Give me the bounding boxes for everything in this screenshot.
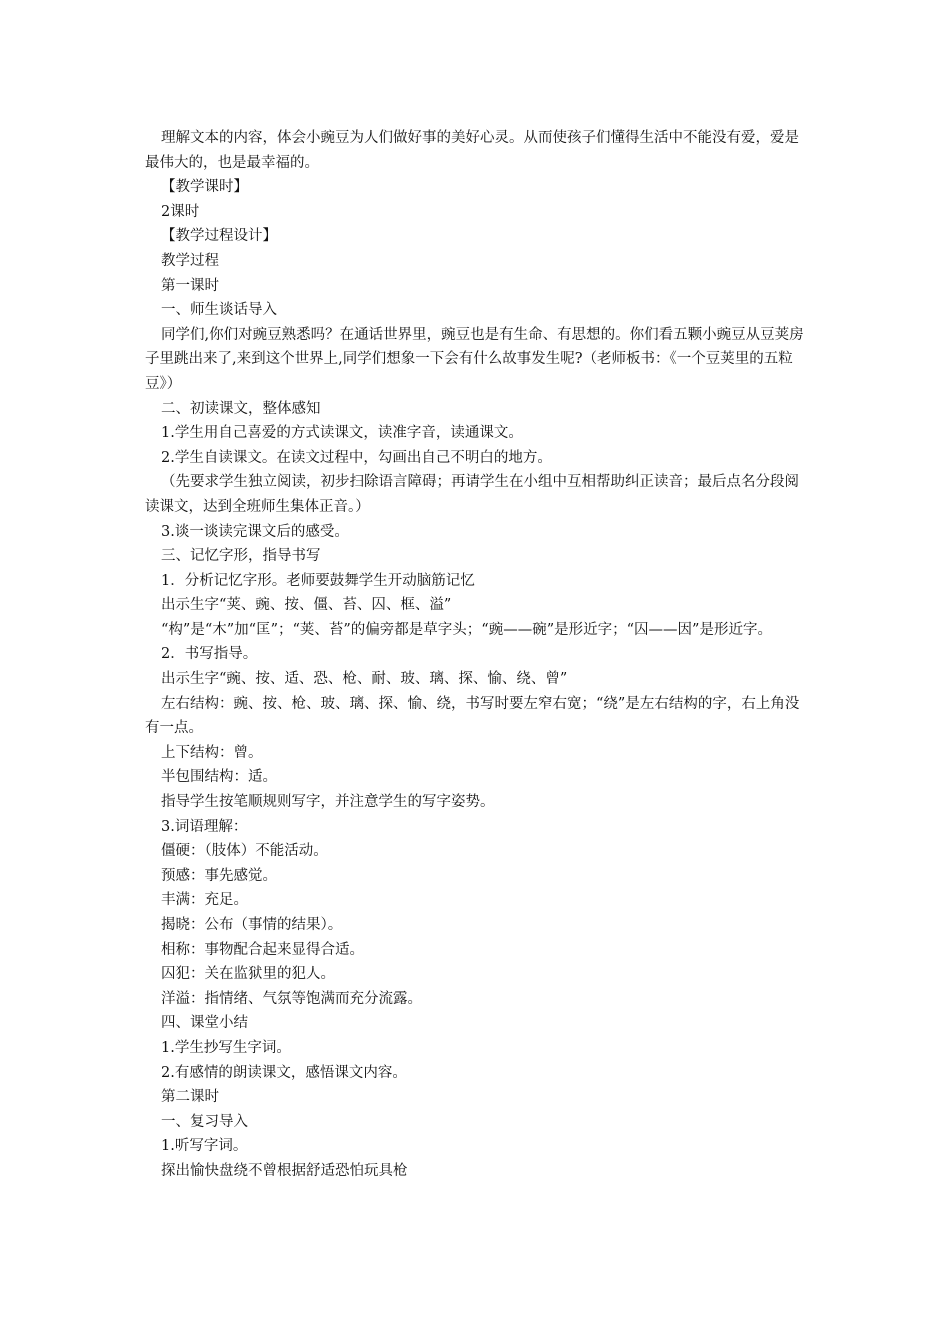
paragraph: 指导学生按笔顺规则写字，并注意学生的写字姿势。 [161,794,495,811]
paragraph: 出示生字“荚、豌、按、僵、苔、囚、框、溢” [161,597,452,614]
list-item: 2.学生自读课文。在读文过程中，勾画出自己不明白的地方。 [161,449,552,466]
document-body [145,126,810,1184]
section-heading: 【教学过程设计】 [161,228,277,245]
list-item: 1．分析记忆字形。老师要鼓舞学生开动脑筋记忆 [161,572,475,589]
list-item: 3.词语理解： [161,818,248,835]
vocab-item: 揭晓：公布（事情的结果）。 [161,917,343,933]
paragraph: 上下结构：曾。 [161,744,263,761]
paragraph: （先要求学生独立阅读，初步扫除语言障碍；再请学生在小组中互相帮助纠正读音；最后点名分段阅读课文，达到全班师生集体正音。） [145,474,799,515]
paragraph: 出示生字“豌、按、适、恐、枪、耐、玻、璃、探、愉、绕、曾” [161,671,568,688]
vocab-item: 丰满：充足。 [161,892,248,909]
paragraph: 2课时 [161,203,200,220]
paragraph: 探出愉快盘绕不曾根据舒适恐怕玩具枪 [161,1162,408,1179]
paragraph: 同学们,你们对豌豆熟悉吗？在通话世界里，豌豆也是有生命、有思想的。你们看五颗小豌豆从豆荚房子里跳出来了,来到这个世界上,同学们想象一下会有什么故事发生呢?（老师板书：《一个豆荚里的五粒豆》） [145,326,804,392]
paragraph: 教学过程 [161,252,219,269]
vocab-item: 预感：事先感觉。 [161,867,277,884]
paragraph: “构”是“木”加“匡”；“荚、苔”的偏旁都是草字头；“豌——碗”是形近字；“囚——因”是形近字。 [161,621,772,638]
list-item: 2．书写指导。 [161,646,258,663]
vocab-item: 洋溢：指情绪、气氛等饱满而充分流露。 [161,990,422,1007]
paragraph: 半包围结构：适。 [161,769,277,786]
paragraph: 理解文本的内容，体会小豌豆为人们做好事的美好心灵。从而使孩子们懂得生活中不能没有爱，爱是最伟大的，也是最幸福的。 [145,130,799,171]
paragraph: 左右结构：豌、按、枪、玻、璃、探、愉、绕，书写时要左窄右宽；“绕”是左右结构的字，右上角没有一点。 [145,695,800,737]
vocab-item: 囚犯：关在监狱里的犯人。 [161,966,335,983]
list-item: 2.有感情的朗读课文，感悟课文内容。 [161,1064,407,1081]
lesson-heading: 第二课时 [161,1089,219,1106]
vocab-item: 相称：事物配合起来显得合适。 [161,941,364,958]
step-heading: 二、初读课文，整体感知 [161,400,321,417]
step-heading: 三、记忆字形，指导书写 [161,548,321,565]
step-heading: 一、复习导入 [161,1113,248,1130]
list-item: 1.听写字词。 [161,1138,248,1155]
section-heading: 【教学课时】 [161,179,248,196]
list-item: 3.谈一谈读完课文后的感受。 [161,523,349,540]
step-heading: 四、课堂小结 [161,1015,248,1032]
vocab-item: 僵硬：（肢体）不能活动。 [161,843,328,860]
lesson-heading: 第一课时 [161,277,219,294]
step-heading: 一、师生谈话导入 [161,302,277,319]
list-item: 1.学生抄写生字词。 [161,1039,291,1056]
list-item: 1.学生用自己喜爱的方式读课文，读准字音，读通课文。 [161,425,523,442]
